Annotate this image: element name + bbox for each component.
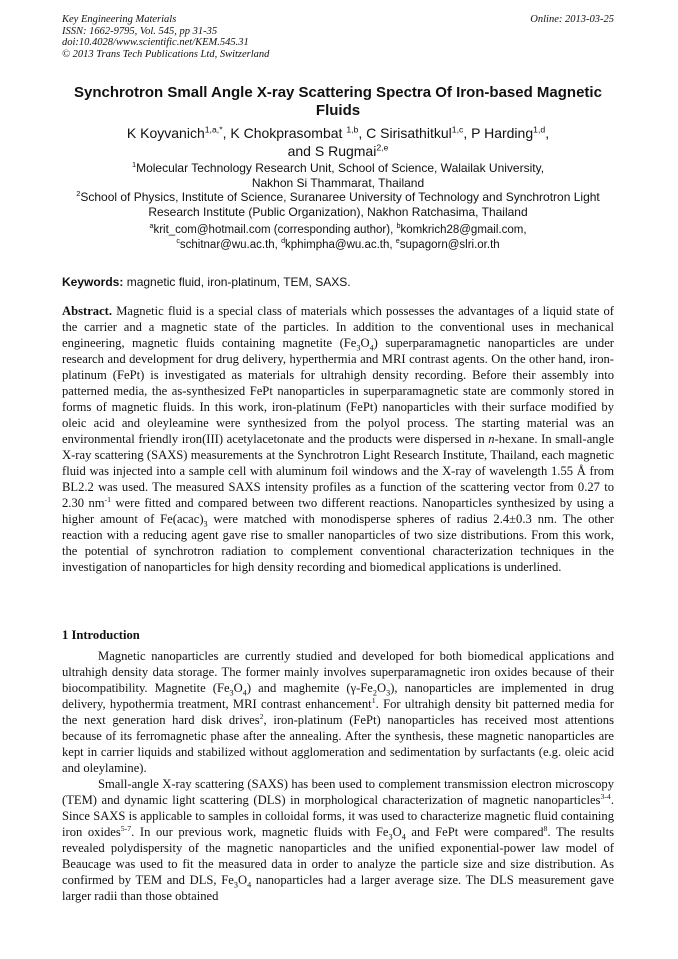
email[interactable]: $^d$kphimpha@wu.ac.th, [281, 236, 396, 251]
journal-header [62, 14, 269, 60]
keywords-label: Keywords: [62, 275, 124, 289]
author: and S Rugmai$^{2,e}$ [287, 142, 389, 159]
citation[interactable]: 1 [371, 695, 376, 705]
copyright-line: © 2013 Trans Tech Publications Ltd, Switzerland [62, 48, 270, 60]
citation[interactable]: 5-7 [120, 823, 132, 833]
email-list [62, 223, 614, 252]
affiliation-2: $^2$School of Physics, Institute of Science, Suranaree University of Technology and Synchrotron Light Research Institute (Public Organization), Nakhon Ratchasima, Thailand [76, 189, 600, 219]
email[interactable]: $^e$supagorn@slri.or.th [395, 236, 500, 251]
author: P Harding$^{1,d}$, [471, 124, 550, 141]
paper-title: Synchrotron Small Angle X-ray Scattering Spectra Of Iron-based Magnetic Fluids [74, 84, 602, 119]
author: K Chokprasombat $^{1,b}$, [230, 124, 367, 141]
affiliations [62, 161, 614, 219]
section-heading: 1 Introduction [62, 628, 140, 642]
citation[interactable]: 8 [543, 823, 548, 833]
keywords-text: magnetic fluid, iron-platinum, TEM, SAXS. [123, 275, 351, 289]
issn-line: ISSN: 1662-9795, Vol. 545, pp 31-35 [62, 25, 218, 37]
paragraph: Magnetic nanoparticles are currently studied and developed for both biomedical applications and ultrahigh density data storage. The former mainly involves superparamagnetic iron oxides because of their biocompatibility. Magnetite $(Fe_3O_4)$ and maghemite $(\gamma-Fe_2O_3)$, nanoparticles are implemented in drug delivery, hypothermia treatment, MRI contrast enhancement$^1$. For ultrahigh density bit patterned media for the next generation hard disk drives$^2$, iron-platinum (FePt) nanoparticles has received most attentions because of its ferromagnetic phase after the annealing. After the synthesis, these magnetic nanoparticles are kept in carrier liquids and stabilized without agglomeration and sedimentation by surfactants (e.g. oleic acid and oleylamine). [62, 649, 614, 775]
section-body [62, 648, 614, 904]
paragraph: Small-angle X-ray scattering (SAXS) has been used to complement transmission electron microscopy (TEM) and dynamic light scattering (DLS) in morphological characterization of magnetic nanoparticles$^{3-4}$. Since SAXS is applicable to samples in colloidal forms, it was used to characterize magnetic fluid containing iron oxides$^{5-7}$. In our previous work, magnetic fluids with $Fe_3O_4$ and FePt were compared$^8$. The results revealed polydispersity of the magnetic nanoparticles and the unified exponential-power law model of Beaucage was used to fit the measured data in order to analyze the particle size and size distribution. As confirmed by TEM and DLS, $Fe_3O_4$ nanoparticles had a larger average size. The DLS measurement gave larger radii than those obtained [62, 777, 614, 903]
email[interactable]: $^b$komkrich28@gmail.com, [396, 222, 527, 236]
email[interactable]: $^a$krit_com@hotmail.com (corresponding author), [149, 222, 397, 236]
author-list [62, 124, 614, 160]
keywords [62, 275, 614, 290]
online-date: Online: 2013-03-25 [530, 14, 614, 25]
journal-name: Key Engineering Materials [62, 14, 177, 25]
citation[interactable]: 3-4 [600, 791, 611, 801]
abstract: Abstract. Magnetic fluid is a special class of materials which possesses the advantages of a liquid state of the carrier and a magnetic state of the particles. In addition to the conventional uses in mechanical engineering, magnetic fluids containing magnetite $(Fe_3O_4)$ superparamagnetic nanoparticles are under research and development for drug delivery, hyperthermia and MRI contrast agents. On the other hand, iron-platinum (FePt) is investigated as materials for ultrahigh density recording. Before their assembly into patterned media, the as-synthesized FePt nanoparticles in superparamagnetic state are commonly stored in forms of magnetic fluids. In this work, iron-platinum (FePt) nanoparticles with their surface modified by oleic acid and oleyleamine were synthesized from the polyol process. The starting material was an environmental friendly iron(III) acetylacetonate and the products were dispersed in n-hexane. In small-angle X-ray scattering (SAXS) measurements at the Synchrotron Light Research Institute, Thailand, each magnetic fluid was injected into a sample cell with aluminum foil windows and the X-ray of wavelength 1.55 Å from BL2.2 was used. The measured SAXS intensity profiles as a function of the scattering vector from 0.27 to 2.30 $nm^{-1}$ were fitted and compared between two different reactions. Nanoparticles synthesized by using a higher amount of $Fe(acac)_3$ were matched with monodisperse spheres of radius 2.4±0.3 nm. The other reaction with a reducing agent gave rise to smaller nanoparticles of two size distributions. From this work, the potential of synchrotron radiation to complement conventional characterization techniques in the investigation of nanoparticles for high density recording and biomedical applications is underlined. [62, 304, 614, 574]
author: K Koyvanich$^{1,a,*}$, [126, 124, 231, 141]
affiliation-1: $^1$Molecular Technology Research Unit, School of Science, Walailak University, Nakhon Si Thammarat, Thailand [131, 160, 545, 190]
abstract-label: Abstract. [62, 304, 113, 318]
email[interactable]: $^c$schitnar@wu.ac.th, [176, 236, 282, 251]
citation[interactable]: 2 [259, 711, 264, 721]
doi-line[interactable]: doi:10.4028/www.scientific.net/KEM.545.31 [62, 37, 249, 48]
author: C Sirisathitkul$^{1,c}$, [366, 124, 472, 141]
